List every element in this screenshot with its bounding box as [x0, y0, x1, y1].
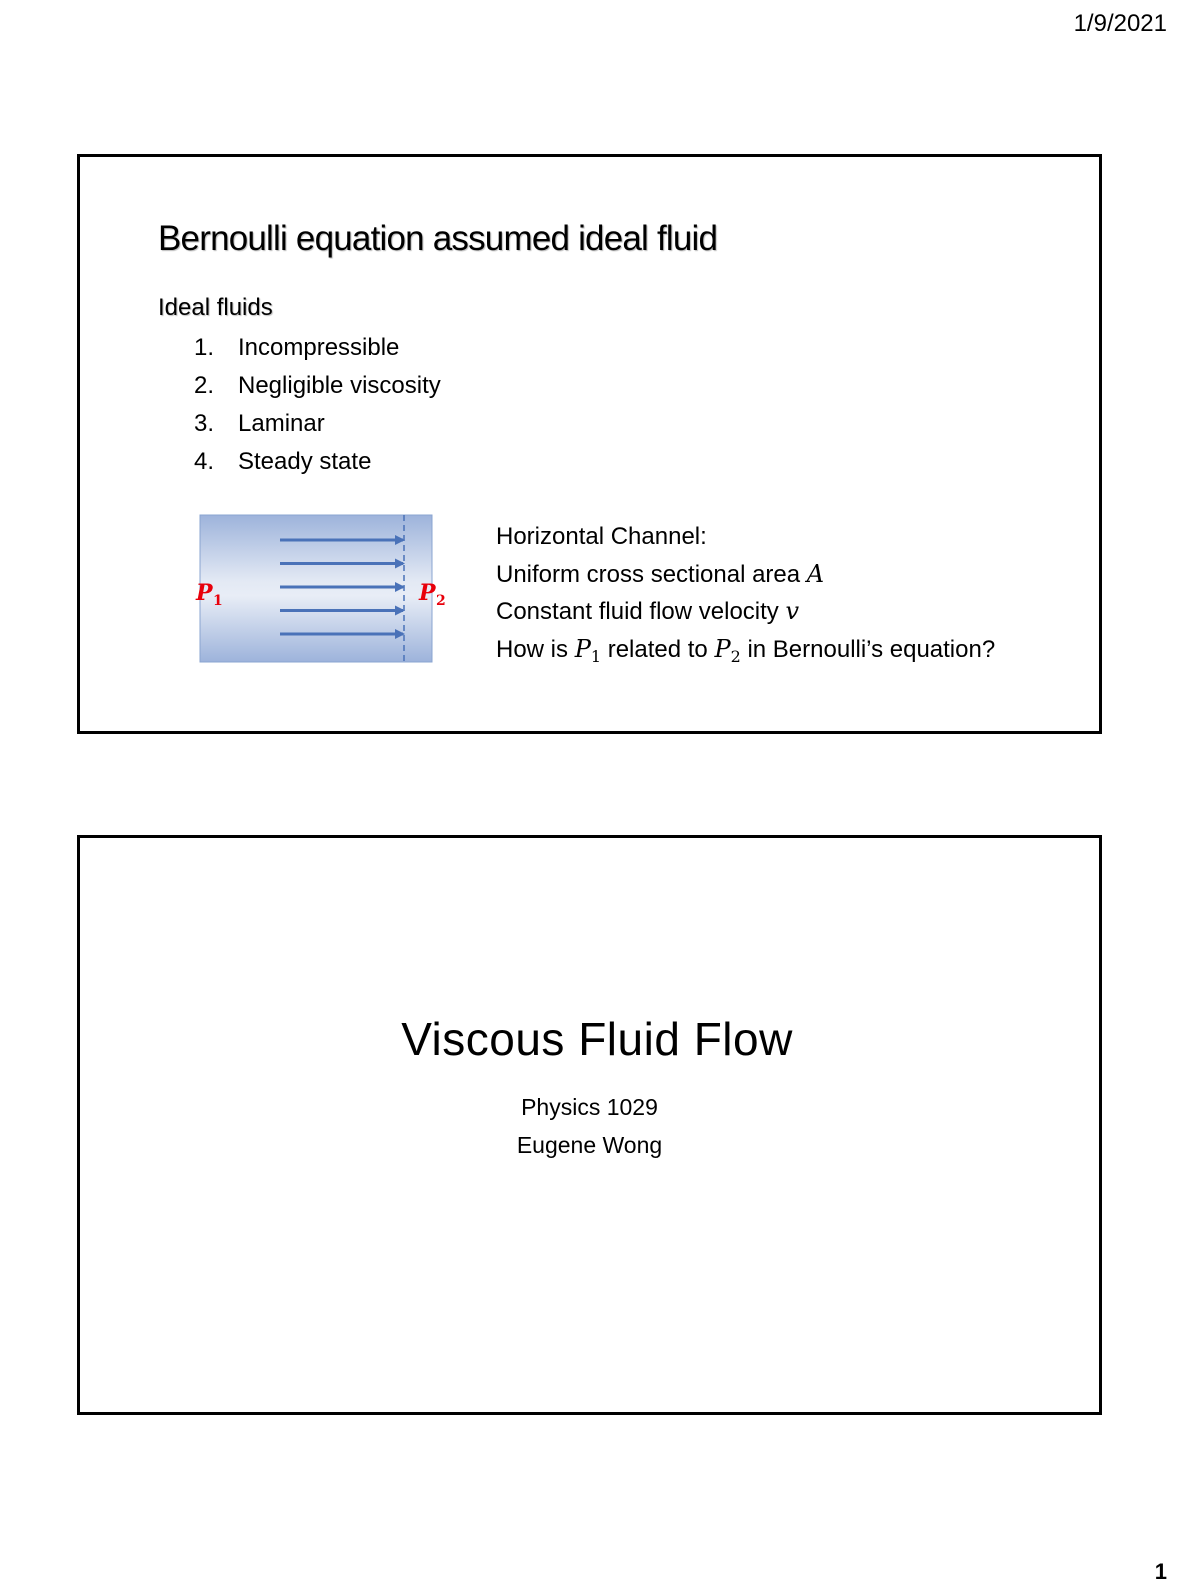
pressure-label-p1: P	[196, 580, 213, 606]
symbol-p2: P	[714, 634, 731, 663]
symbol-p1: P	[574, 634, 591, 663]
list-item-number: 1.	[194, 334, 215, 361]
cover-title: Viscous Fluid Flow	[401, 1013, 793, 1065]
horizontal-channel-diagram	[184, 512, 459, 667]
info-line-velocity: Constant fluid flow velocity v	[496, 597, 800, 626]
list-item-label: Negligible viscosity	[238, 372, 441, 399]
pressure-label-p2-subscript: 2	[436, 593, 446, 609]
list-item-number: 4.	[194, 448, 215, 475]
slide-title-cover	[77, 835, 1102, 1415]
symbol-p2-subscript: 2	[730, 646, 741, 666]
pressure-label-p1-subscript: 1	[213, 593, 223, 609]
info-line-question: How is $P_1$ related to $P_2$ in Bernoulli’s equation?	[496, 634, 996, 666]
symbol-velocity: v	[785, 597, 800, 626]
cover-course: Physics 1029	[521, 1094, 658, 1120]
list-item-number: 2.	[194, 372, 215, 399]
pressure-label-p2: P	[419, 580, 436, 606]
slide-bernoulli	[77, 154, 1102, 734]
slide-title: Bernoulli equation assumed ideal fluid	[158, 219, 718, 258]
list-item-label: Laminar	[238, 410, 325, 437]
list-item-label: Steady state	[238, 448, 372, 475]
ideal-fluids-list	[194, 330, 441, 482]
page-number: 1	[1154, 1559, 1167, 1584]
list-item	[194, 330, 441, 368]
list-item	[194, 368, 441, 406]
section-heading: Ideal fluids	[158, 294, 273, 321]
page-date: 1/9/2021	[1073, 10, 1167, 37]
list-item-number: 3.	[194, 410, 215, 437]
list-item	[194, 406, 441, 444]
symbol-area: A	[806, 559, 825, 588]
symbol-p1-subscript: 1	[590, 646, 602, 666]
cover-author: Eugene Wong	[516, 1132, 663, 1158]
list-item	[194, 444, 441, 482]
info-line-channel: Horizontal Channel:	[496, 523, 707, 550]
info-line-area: Uniform cross sectional area A	[496, 559, 825, 588]
channel-info	[496, 519, 995, 675]
list-item-label: Incompressible	[238, 334, 400, 361]
